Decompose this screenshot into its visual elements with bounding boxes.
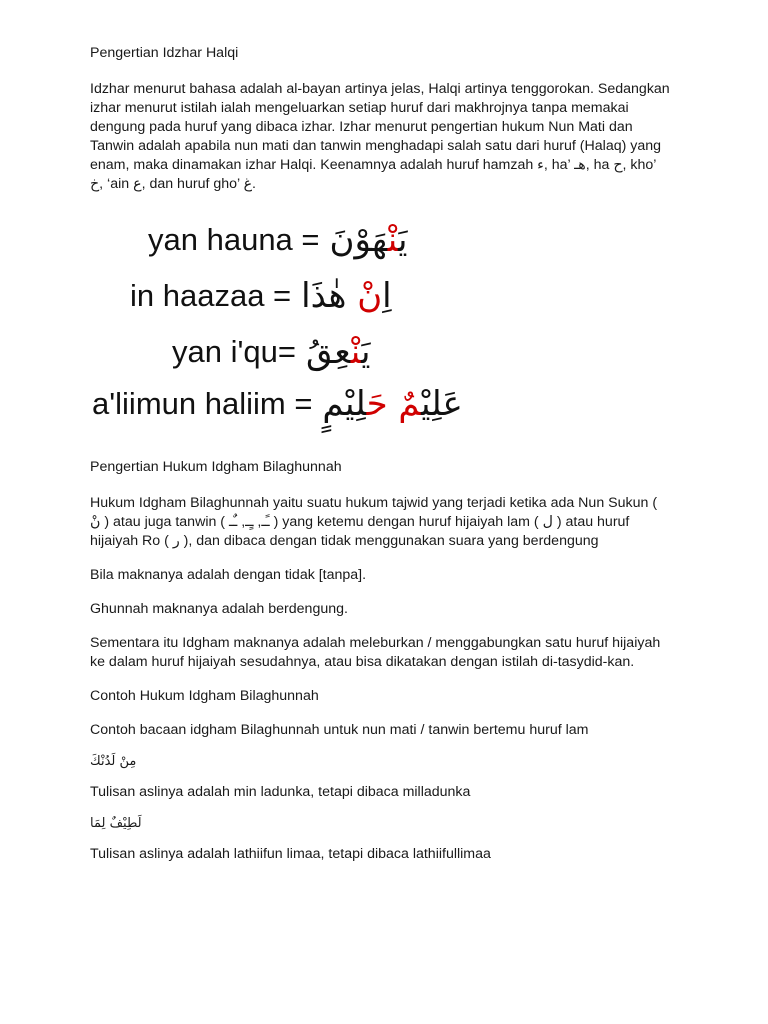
example-latin: yan hauna =: [148, 222, 320, 257]
example-row-3: [172, 332, 371, 372]
example-arabic: اِنْ هٰذَا: [301, 276, 392, 316]
section1-body: Idzhar menurut bahasa adalah al-bayan artinya jelas, Halqi artinya tenggorokan. Sedangkan izhar menurut istilah ialah mengeluarkan setiap huruf dari makhrojnya tanpa memakai dengung pada huruf yang dibaca izhar. Izhar menurut pengertian hukum Nun Mati dan Tanwin adalah apabila nun mati dan tanwin menghadapi salah satu dari huruf (Halaq) yang enam, maka dinamakan izhar Halqi. Keenamnya adalah huruf hamzah ء, ha’ هـ, ha ح, kho’ خ, ‘ain ع, dan huruf gho’ غ.: [90, 81, 670, 192]
example-row-2: [130, 276, 392, 316]
example-latin: yan i'qu=: [172, 334, 296, 369]
example-row-1: [148, 220, 407, 260]
example-arabic: عَلِيْمٌ حَلِيْمٍ: [322, 384, 463, 424]
example-arabic: يَنْهَوْنَ: [329, 220, 408, 260]
arabic-example-2: لَطِيْفٌ لِمَا: [90, 816, 142, 831]
section2-p3: Ghunnah maknanya adalah berdengung.: [90, 601, 348, 617]
section1-title: Pengertian Idzhar Halqi: [90, 45, 239, 61]
arabic-example-1: مِنْ لَدُنْكَ: [90, 754, 137, 769]
section2-p1: Hukum Idgham Bilaghunnah yaitu suatu hukum tajwid yang terjadi ketika ada Nun Sukun ( نْ ) atau juga tanwin ( ـًـ, ـٍـ, ـٌـ ) yang ketemu dengan huruf hijaiyah lam ( ل ) atau huruf hijaiyah Ro ( ر ), dan dibaca dengan tidak menggunakan suara yang berdengung: [90, 495, 658, 549]
example-latin: in haazaa =: [130, 278, 292, 313]
section2: [90, 458, 670, 864]
example-row-4: [92, 384, 463, 424]
section2-title: Pengertian Hukum Idgham Bilaghunnah: [90, 459, 342, 475]
document-page: [90, 44, 670, 194]
section2-p2: Bila maknanya adalah dengan tidak [tanpa].: [90, 567, 367, 583]
section2-p7: Tulisan aslinya adalah min ladunka, tetapi dibaca milladunka: [90, 784, 471, 800]
section2-p8: Tulisan aslinya adalah lathiifun limaa, tetapi dibaca lathiifullimaa: [90, 846, 491, 862]
example-arabic: يَنْعِقُ: [306, 332, 371, 372]
section2-p6: Contoh bacaan idgham Bilaghunnah untuk nun mati / tanwin bertemu huruf lam: [90, 722, 589, 738]
section2-p4: Sementara itu Idgham maknanya adalah meleburkan / menggabungkan satu huruf hijaiyah ke dalam huruf hijaiyah sesudahnya, atau bisa dikatakan dengan istilah di-tasydid-kan.: [90, 635, 661, 670]
example-latin: a'liimun haliim =: [92, 386, 313, 421]
section2-p5: Contoh Hukum Idgham Bilaghunnah: [90, 688, 319, 704]
